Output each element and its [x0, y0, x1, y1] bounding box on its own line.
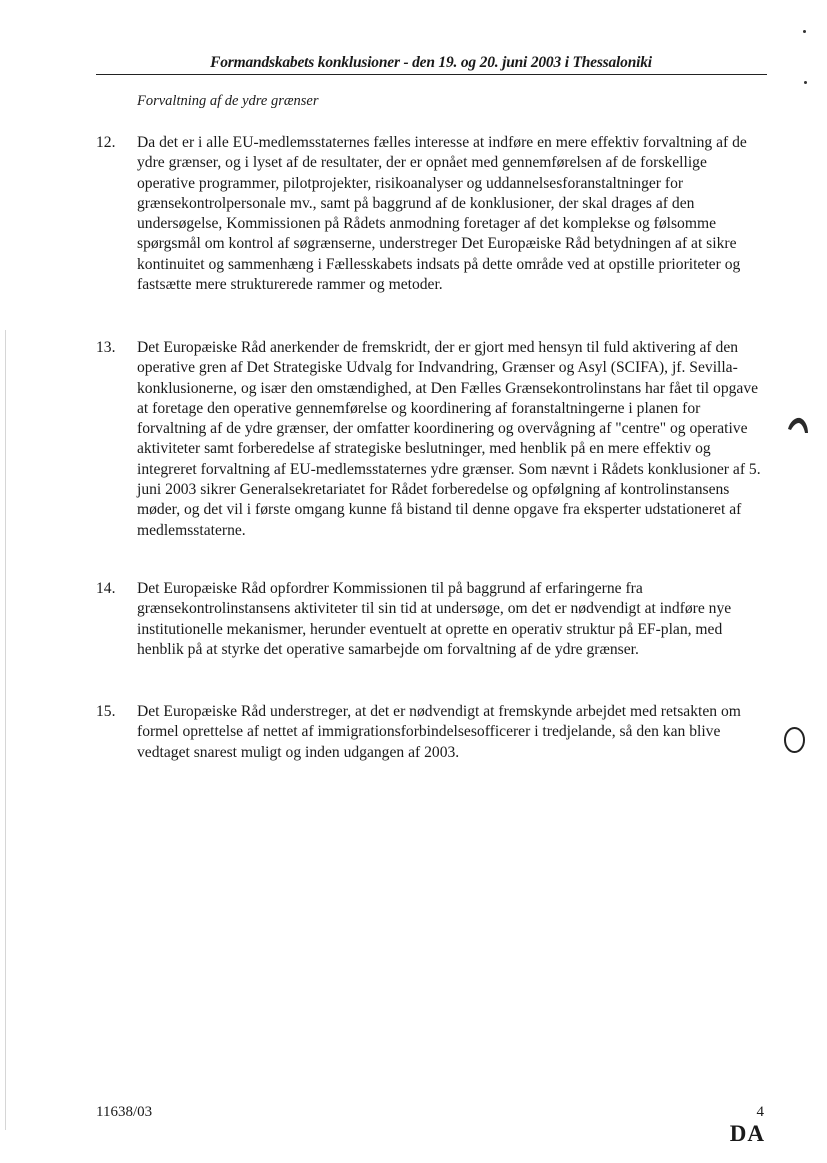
scan-blot-mark — [786, 415, 810, 435]
footer-page-number: 4 — [756, 1104, 764, 1120]
paragraph-text: Det Europæiske Råd understreger, at det er nødvendigt at fremskynde arbejdet med retsakten om formel oprettelse af nettet af immigrationsforbindelsesofficerer i tredjelande, så den kan blive vedtaget snarest muligt og inden udgangen af 2003. — [137, 703, 741, 761]
scan-speck — [803, 30, 806, 33]
paragraph-text: Da det er i alle EU-medlemsstaternes fælles interesse at indføre en mere effektiv forvaltning af de ydre grænser, og i lyset af de resultater, der er opnået med gennemførelsen af de forskellige operative programmer, pilotprojekter, risikoanalyser og uddannelsesforanstaltninger for grænsekontrolpersonale mv., samt på baggrund af de konklusioner, der skal drages af den undersøgelse, Kommissionen på Rådets anmodning foretager af det komplekse og følsomme spørgsmål om kontrol af søgrænserne, understreger Det Europæiske Råd betydningen af at sikre kontinuitet og sammenhæng i Fællesskabets indsats på dette område ved at opstille prioriteter og fastsætte mere strukturerede rammer og metoder. — [137, 134, 747, 294]
paragraph-13 — [96, 338, 768, 541]
paragraph-text: Det Europæiske Råd opfordrer Kommissionen til på baggrund af erfaringerne fra grænsekontrolinstansens aktiviteter til sin tid at undersøge, om det er nødvendigt at indføre nye institutionelle mekanismer, herunder eventuelt at oprette en operativ struktur på EF-plan, med henblik på at styrke det operative samarbejde om forvaltning af de ydre grænser. — [137, 580, 732, 658]
paragraph-number: 12. — [96, 134, 116, 151]
paragraph-12 — [96, 133, 768, 295]
paragraph-number: 14. — [96, 580, 116, 597]
paragraph-number: 13. — [96, 339, 116, 356]
paragraph-text: Det Europæiske Råd anerkender de fremskridt, der er gjort med hensyn til fuld aktivering af den operative gren af Det Strategiske Udvalg for Indvandring, Grænser og Asyl (SCIFA), jf. Sevilla-konklusionerne, og især den omstændighed, at Den Fælles Grænsekontrolinstans har fået til opgave at foretage den operative gennemførelse og koordinering af foranstaltningerne i planen for forvaltning af de ydre grænser, der omfatter koordinering og overvågning af "centre" og operative aktiviteter samt forberedelse af strategiske beslutninger, med henblik på en mere effektiv og integreret forvaltning af EU-medlemsstaternes ydre grænser. Som nævnt i Rådets konklusioner af 5. juni 2003 sikrer Generalsekretariatet for Rådet forberedelse og opfølgning af kontrolinstansens møder, og det vil i første omgang kunne få bistand til denne opgave fra eksperter udstationeret af medlemsstaterne. — [137, 339, 761, 539]
scan-edge-line — [5, 330, 6, 1130]
paragraph-number: 15. — [96, 703, 116, 720]
paragraph-14 — [96, 579, 768, 660]
paragraph-15 — [96, 702, 768, 763]
footer-language-code: DA — [729, 1121, 765, 1146]
footer-document-reference: 11638/03 — [96, 1104, 153, 1120]
header-divider — [96, 74, 767, 75]
page-header-title: Formandskabets konklusioner - den 19. og 20. juni 2003 i Thessaloniki — [210, 54, 652, 71]
punch-hole-circle-mark — [783, 726, 806, 754]
scan-speck — [804, 81, 807, 84]
section-heading: Forvaltning af de ydre grænser — [137, 93, 319, 109]
